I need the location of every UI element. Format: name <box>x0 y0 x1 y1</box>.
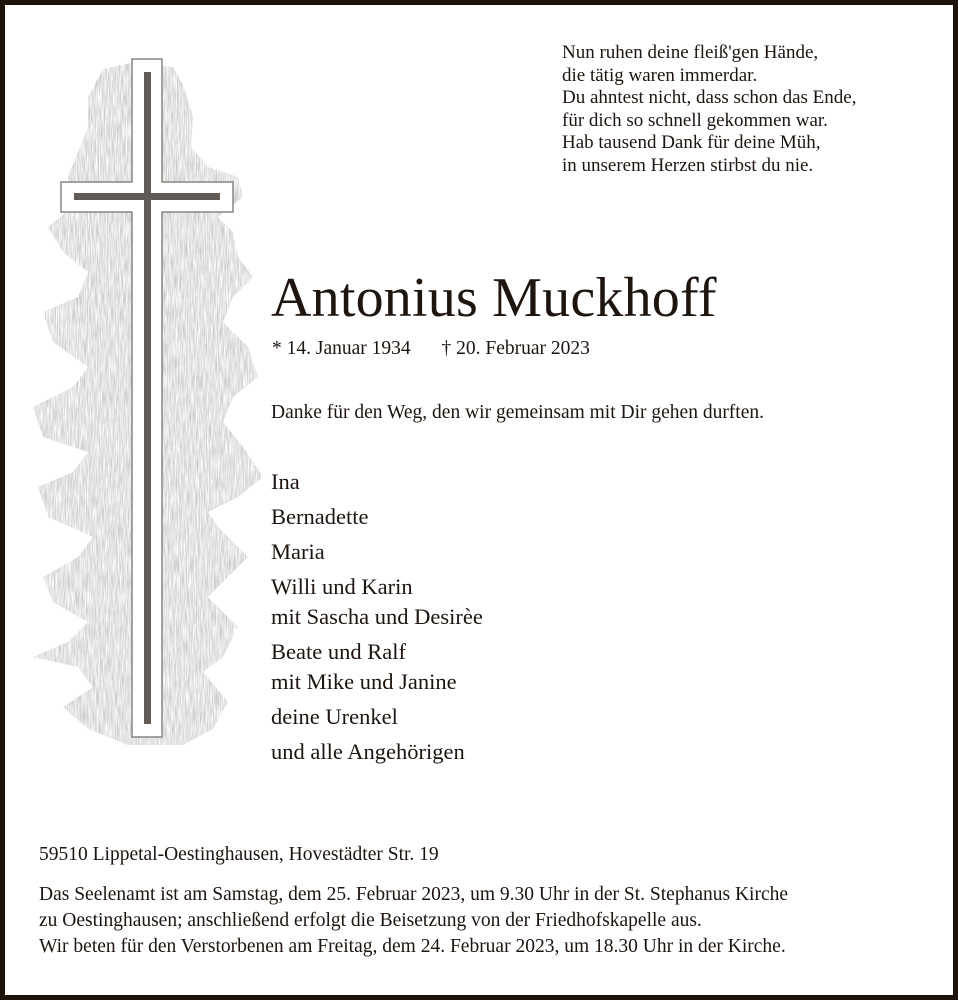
mourner-entry <box>271 637 483 697</box>
mourner-name: Bernadette <box>271 504 369 529</box>
thanks-line: Danke für den Weg, den wir gemeinsam mit Dir gehen durften. <box>271 402 765 423</box>
poem <box>562 42 856 178</box>
service-line: zu Oestinghausen; anschließend erfolgt die Beisetzung von der Friedhofskapelle aus. <box>39 910 702 931</box>
mourner-name: Maria <box>271 539 325 564</box>
service-line: Das Seelenamt ist am Samstag, dem 25. Februar 2023, um 9.30 Uhr in der St. Stephanus Kirche <box>39 884 788 905</box>
mourner-name: Willi und Karin <box>271 574 413 599</box>
deceased-name: Antonius Muckhoff <box>271 267 717 329</box>
death-date: † 20. Februar 2023 <box>441 338 590 359</box>
mourner-name: und alle Angehörigen <box>271 739 465 764</box>
poem-line: die tätig waren immerdar. <box>562 64 758 86</box>
mourner-entry <box>271 572 483 632</box>
mourner-name: Ina <box>271 469 300 494</box>
mourner-name: deine Urenkel <box>271 704 398 729</box>
poem-line: für dich so schnell gekommen war. <box>562 109 828 131</box>
mourner-entry <box>271 537 483 567</box>
poem-line: in unserem Herzen stirbst du nie. <box>562 154 814 176</box>
mourner-sub: mit Sascha und Desirèe <box>271 604 483 629</box>
poem-line: Du ahntest nicht, dass schon das Ende, <box>562 87 857 109</box>
cross-vertical-bar <box>144 72 151 724</box>
mourner-entry <box>271 502 483 532</box>
mourner-name: Beate und Ralf <box>271 639 406 664</box>
birth-date: * 14. Januar 1934 <box>272 338 411 359</box>
mourner-entry <box>271 702 483 732</box>
cross-horizontal-bar <box>74 193 220 200</box>
cross-icon <box>33 57 273 747</box>
poem-line: Nun ruhen deine fleiß'gen Hände, <box>562 42 819 63</box>
poem-line: Hab tausend Dank für deine Müh, <box>562 132 821 154</box>
service-line: Wir beten für den Verstorbenen am Freitag, dem 24. Februar 2023, um 18.30 Uhr in der Kirche. <box>39 936 786 957</box>
mourner-entry <box>271 467 483 497</box>
life-dates <box>272 336 590 362</box>
address: 59510 Lippetal-Oestinghausen, Hovestädter Str. 19 <box>39 844 439 865</box>
service-info <box>39 882 788 960</box>
mourner-sub: mit Mike und Janine <box>271 669 457 694</box>
mourners-list <box>271 467 483 772</box>
mourner-entry <box>271 737 483 767</box>
